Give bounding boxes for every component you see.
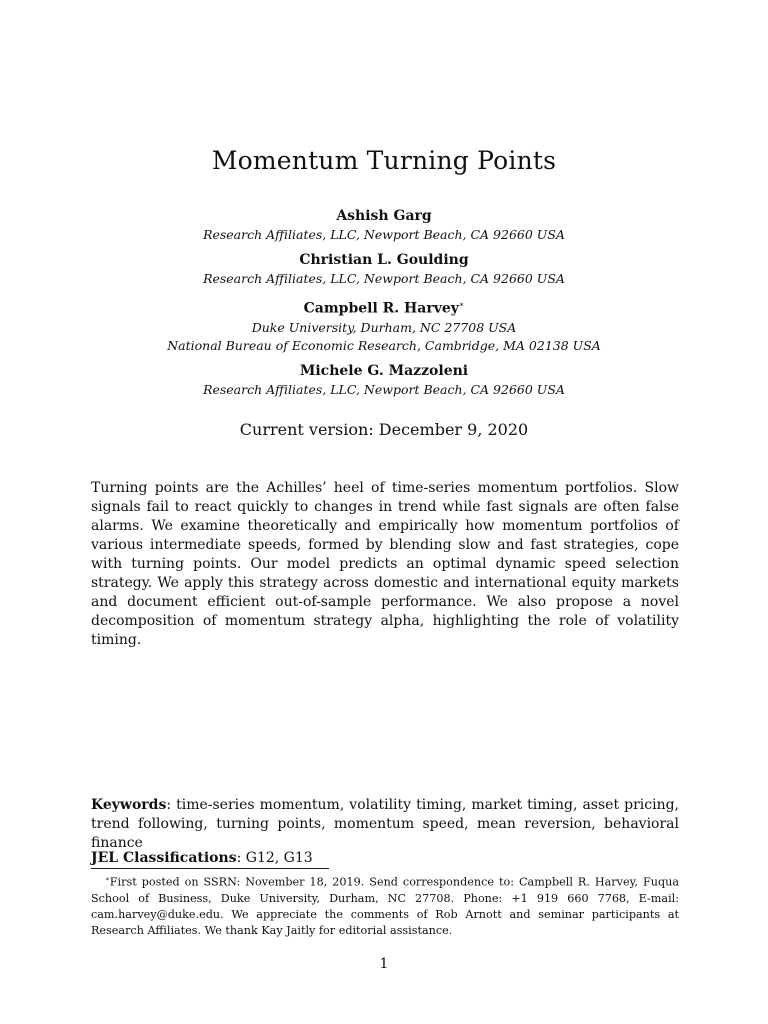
author-affiliation: Research Affiliates, LLC, Newport Beach, CA 92660 USA	[203, 271, 565, 286]
author-4	[0, 362, 768, 399]
footnote-text: First posted on SSRN: November 18, 2019. Send correspondence to: Campbell R. Harvey, Fuqua School of Business, Duke University, Durham, NC 27708. Phone: +1 919 660 7768, E-mail: cam.harvey@duke.edu. We appreciate the comments of Rob Arnott and seminar participants at Research Affiliates. We thank Kay Jaitly for editorial assistance.	[91, 875, 679, 937]
author-3	[0, 295, 768, 355]
jel-label: JEL Classifications	[91, 850, 237, 866]
footnote-rule	[91, 868, 329, 869]
author-2	[0, 251, 768, 288]
author-name: Campbell R. Harvey∗	[303, 300, 465, 317]
footnote	[91, 871, 679, 939]
author-name: Ashish Garg	[336, 208, 432, 224]
footnote-marker[interactable]: ∗	[458, 300, 465, 309]
version-date: Current version: December 9, 2020	[239, 420, 529, 439]
author-block	[0, 207, 768, 406]
keywords-label: Keywords	[91, 797, 167, 813]
author-1	[0, 207, 768, 244]
author-name: Michele G. Mazzoleni	[299, 362, 469, 379]
footnote-mark: ∗	[105, 875, 110, 883]
author-affiliation: Duke University, Durham, NC 27708 USA	[251, 319, 517, 335]
author-affiliation: Research Affiliates, LLC, Newport Beach, CA 92660 USA	[203, 381, 565, 397]
author-affiliation: Research Affiliates, LLC, Newport Beach, CA 92660 USA	[203, 227, 565, 242]
keywords	[91, 796, 679, 853]
paper-title: Momentum Turning Points	[211, 146, 557, 175]
author-affiliation: National Bureau of Economic Research, Cambridge, MA 02138 USA	[167, 337, 601, 353]
jel-classifications	[91, 849, 679, 868]
author-name: Christian L. Goulding	[299, 252, 469, 268]
abstract: Turning points are the Achilles’ heel of time-series momentum portfolios. Slow signals fail to react quickly to changes in trend while fast signals are often false alarms. We examine theoretically and empirically how momentum portfolios of various intermediate speeds, formed by blending slow and fast strategies, cope with turning points. Our model predicts an optimal dynamic speed selection strategy. We apply this strategy across domestic and international equity markets and document efficient out-of-sample performance. We also propose a novel decomposition of momentum strategy alpha, highlighting the role of volatility timing.	[91, 480, 679, 648]
keywords-list: : time-series momentum, volatility timing, market timing, asset pricing, trend following, turning points, momentum speed, mean reversion, behavioral finance	[91, 797, 679, 851]
page-number: 1	[379, 956, 389, 972]
jel-codes: : G12, G13	[236, 850, 313, 866]
